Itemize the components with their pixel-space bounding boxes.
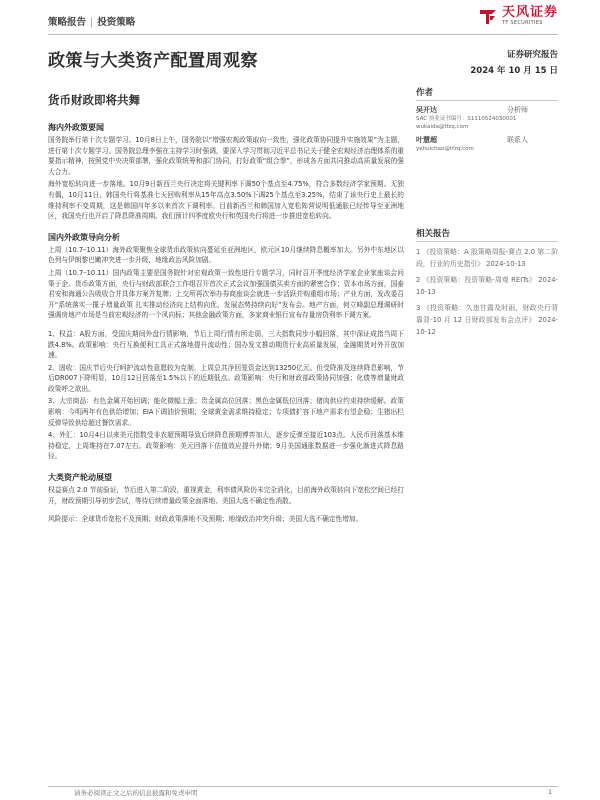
author-entry bbox=[416, 135, 558, 153]
author-name: 吴开达 bbox=[416, 106, 437, 114]
footer-divider bbox=[48, 786, 558, 787]
asset-item-fixed-income: 2、固收：国庆节后央行呵护流动性意愿较为克制，上周总共净回笼资金达到13250亿元。但受降准及连续降息影响，节后DR007下降明显，10月12日回落至1.5%以下的近期低点。政策影响：央行和财政部政策协同加强；化债等增量财政政策呼之欲出。 bbox=[48, 363, 404, 393]
risk-warning: 风险提示：全球货币宽松不及预期；财政政策落地不及预期；地缘政治冲突升级；美国大选不确定性增加。 bbox=[48, 515, 363, 524]
section-title-outlook: 大类资产轮动展望 bbox=[48, 473, 112, 483]
policy-paragraph: 海外宽松转向进一步落地。10月9日新西兰央行决定将关键利率下调50个基点至4.75%，符合多数经济学家预期。无独有偶，10月11日，韩国央行将基准七天回购利率从15年高点3.50%下调25个基点至3.25%，结束了该央行史上最长的维持利率不变周期，这是韩国四年多以来首次下调利率。目前新西兰和韩国加入宽松阵营说明低通胀已经传导至亚洲地区，我国央行也开启了降息降准周期。我们预计四季度欧央行和英国央行将进一步推进宽松转向。 bbox=[48, 180, 404, 221]
author-role: 分析师 bbox=[507, 106, 528, 114]
policy-paragraph: 国务院举行第十次专题学习。10月8日上午，国务院以“增强宏观政策取向一致性，强化政策协同提升实施效果”为主题，进行第十次专题学习。国务院总理李强在主持学习时强调，要深入学习贯彻习近平总书记关于健全宏观经济治理体系的重要指示精神，按照党中央决策部署，强化政策统筹和部门协同，打好政策“组合拳”，形成各方面共同推动高质量发展的强大合力。 bbox=[48, 136, 404, 176]
asset-item-fx: 4、外汇：10月4日以来美元指数受非农超预期导致后续降息预期博弈加大，逐步反弹至接近103点。人民币回落基本维持稳定，上周维持在7.07左右。政策影响：美元回落下估值效应提升外储；9月美国通胀数据进一步强化渐进式降息路径。 bbox=[48, 431, 404, 461]
related-report-item[interactable]: 2 《投资策略：投资策略-周观 REITs》 2024-10-13 bbox=[416, 276, 558, 296]
direction-paragraph: 上周（10.7–10.11）国内政策主要是国务院针对宏观政策一致性进行专题学习，同时召开季度经济学家企业家座谈会问策于企。货币政策方面，央行与财政部联合工作组召开首次正式会议加强国债买卖方面的紧密合作；资本市场方面，国泰君安和海通公告吸收合并具体方案并复牌；上交所再次举办券商座谈会就进一步活跃并购重组市场；产业方面，发改委召开“系统落实一揽子增量政策 扎实推动经济向上结构向优、发展态势持续向好”发布会。地产方面，何立峰副总理调研时强调房地产市场是当前宏观经济的一个风向标；其他金融政策方面，多家商业银行宣布存量房贷利率下调方案。 bbox=[48, 268, 404, 320]
section-title-policy-direction: 国内外政策导向分析 bbox=[48, 232, 120, 242]
author-name: 叶慧超 bbox=[416, 136, 437, 144]
related-report-item[interactable]: 1 《投资策略：A 股策略周报-赛点 2.0 第二阶段，行业的历史指引》 2024-10-13 bbox=[416, 248, 558, 268]
breadcrumb: 策略报告 | 投资策略 bbox=[48, 17, 136, 28]
author-role: 联系人 bbox=[507, 136, 528, 144]
related-reports-heading: 相关报告 bbox=[416, 227, 558, 242]
breadcrumb-subcategory: 投资策略 bbox=[97, 17, 136, 28]
company-logo bbox=[478, 6, 558, 26]
report-type: 证券研究报告 bbox=[506, 50, 558, 60]
tf-logo-icon bbox=[478, 6, 498, 26]
top-bar bbox=[48, 5, 558, 34]
logo-name-en: TF SECURITIES bbox=[501, 20, 543, 26]
report-date: 2024 年 10 月 15 日 bbox=[470, 66, 558, 76]
header-divider bbox=[48, 34, 558, 35]
report-subtitle: 货币财政即将共舞 bbox=[48, 93, 140, 107]
logo-name-cn: 天风证券 bbox=[501, 5, 558, 20]
page-number: 1 bbox=[548, 788, 553, 796]
authors-heading: 作者 bbox=[416, 86, 558, 101]
footer-disclaimer: 请务必阅读正文之后的信息披露和免责申明 bbox=[74, 789, 198, 797]
author-cert: SAC 执业证书编号：S1110524030001 bbox=[416, 116, 517, 122]
outlook-paragraph: 权益赛点 2.0 节前验证，节后进入第二阶段，重视黄金，利率债风险仍未完全消化，目前海外政策转向下宽松空间已经打开，财政预期引导初步尝试，等待后续增量政策全面落地、美国大选不确定性消散。 bbox=[48, 486, 404, 505]
author-email[interactable]: yehuichao@tfzq.com bbox=[416, 146, 474, 152]
author-email[interactable]: wukaida@tfzq.com bbox=[416, 124, 469, 130]
asset-item-equity: 1、权益：A股方面，受国庆期间外盘行情影响，节后上周行情有所走弱，三大指数同步小幅回落，其中深证成指当周下跌4.8%。政策影响：央行互换便利工具正式落地提升流动性；国办发文推动期货行业高质量发展，金融期货对外开放加速。 bbox=[48, 329, 404, 360]
report-title: 政策与大类资产配置周观察 bbox=[48, 51, 258, 71]
author-entry bbox=[416, 105, 558, 131]
related-report-item[interactable]: 3 《投资策略：久违甘露及时雨，财政央行背靠背-10 月 12 日财政部发布会点评》 2024-10-12 bbox=[416, 304, 558, 336]
section-title-policy-news: 海内外政策要闻 bbox=[48, 123, 104, 132]
asset-item-commodities: 3、大宗商品：有色金属开始回调；能化微幅上涨；贵金属高位回落；黑色金属低位回落；猪肉供应约束持续缓解。政策影响：今明两年有色供给增加；EIA下调油价预期；全球黄金需求维持稳定；专项债扩容下地产需求有望企稳；生猪出栏反弹导致供给超过餐饮需求。 bbox=[48, 397, 404, 427]
sidebar bbox=[416, 48, 558, 338]
main-content bbox=[48, 116, 404, 525]
breadcrumb-category: 策略报告 bbox=[48, 17, 87, 28]
direction-paragraph: 上周（10.7–10.11）海外政策聚焦全球货币政策转向蔓延至亚洲地区，欧元区10月继续降息概率加大。另外中东地区以色列与伊朗黎巴嫩冲突进一步升级，地缘政治风险加剧。 bbox=[48, 245, 404, 265]
